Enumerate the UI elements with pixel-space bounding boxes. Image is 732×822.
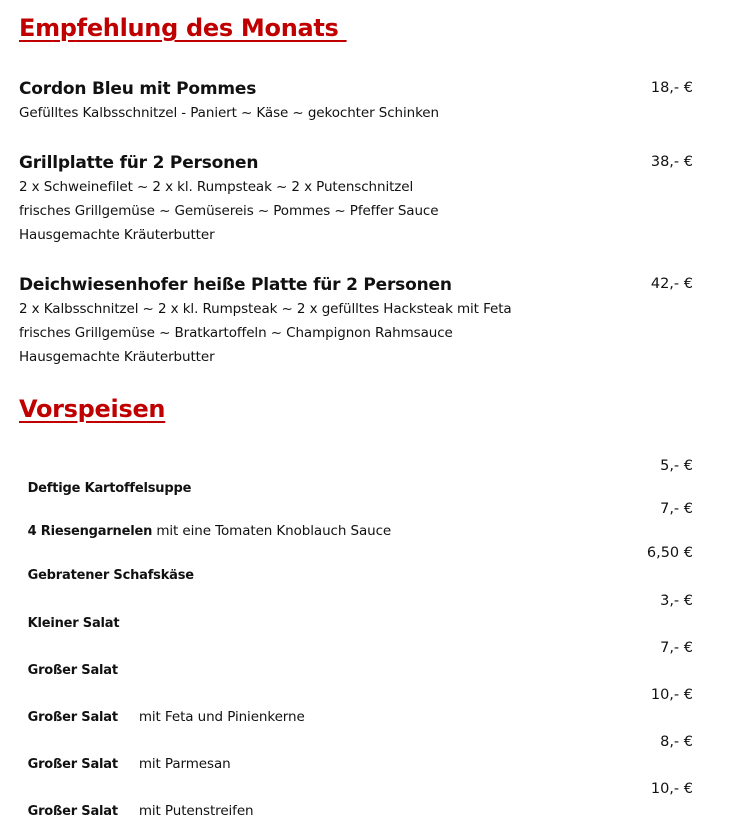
starter-name: Gebratener Schafskäse xyxy=(27,568,194,583)
starter-name: 4 Riesengarnelen xyxy=(27,524,153,539)
starter-name: Großer Salat xyxy=(27,710,118,725)
dish-description: Hausgemachte Kräuterbutter xyxy=(19,227,215,243)
starter-description: mit eine Tomaten Knoblauch Sauce xyxy=(152,523,392,539)
starter-item xyxy=(19,458,699,499)
dish-price: 38,- € xyxy=(650,154,693,170)
starter-name: Deftige Kartoffelsuppe xyxy=(27,481,192,496)
dish-description: Hausgemachte Kräuterbutter xyxy=(19,349,215,365)
starter-description: mit Putenstreifen xyxy=(117,803,254,819)
dish-name: Deichwiesenhofer heiße Platte für 2 Personen xyxy=(19,275,452,295)
dish-description: 2 x Schweinefilet ~ 2 x kl. Rumpsteak ~ 2 x Putenschnitzel xyxy=(19,179,414,195)
dish-name: Grillplatte für 2 Personen xyxy=(19,153,259,173)
starter-item xyxy=(19,687,699,728)
starter-item xyxy=(19,734,699,775)
starter-price: 8,- € xyxy=(660,734,693,750)
starter-item xyxy=(19,593,699,634)
starter-price: 5,- € xyxy=(660,458,693,474)
starter-price: 7,- € xyxy=(660,640,693,656)
starter-price: 10,- € xyxy=(650,781,693,797)
starter-item xyxy=(19,501,699,542)
recommendation-item xyxy=(19,77,699,125)
starter-price: 7,- € xyxy=(660,501,693,517)
starter-name: Großer Salat xyxy=(27,804,118,819)
starter-description: mit Parmesan xyxy=(117,756,231,772)
dish-description: Gefülltes Kalbsschnitzel - Paniert ~ Käse ~ gekochter Schinken xyxy=(19,105,439,121)
starter-price: 3,- € xyxy=(660,593,693,609)
dish-description: frisches Grillgemüse ~ Gemüsereis ~ Pommes ~ Pfeffer Sauce xyxy=(19,203,439,219)
recommendation-item xyxy=(19,151,699,247)
dish-price: 42,- € xyxy=(650,276,693,292)
starter-price: 10,- € xyxy=(650,687,693,703)
section-heading-starters: Vorspeisen xyxy=(19,395,166,423)
dish-description: 2 x Kalbsschnitzel ~ 2 x kl. Rumpsteak ~ 2 x gefülltes Hacksteak mit Feta xyxy=(19,301,512,317)
section-heading-recommendation: Empfehlung des Monats xyxy=(19,14,347,42)
dish-name: Cordon Bleu mit Pommes xyxy=(19,79,257,99)
starter-name: Kleiner Salat xyxy=(27,616,120,631)
recommendation-item xyxy=(19,273,699,369)
starter-name: Großer Salat xyxy=(27,757,118,772)
starter-name: Großer Salat xyxy=(27,663,118,678)
starter-item xyxy=(19,640,699,681)
starter-description: mit Feta und Pinienkerne xyxy=(117,709,305,725)
dish-description: frisches Grillgemüse ~ Bratkartoffeln ~ Champignon Rahmsauce xyxy=(19,325,453,341)
starter-item xyxy=(19,545,699,586)
dish-price: 18,- € xyxy=(650,80,693,96)
starter-price: 6,50 € xyxy=(646,545,693,561)
